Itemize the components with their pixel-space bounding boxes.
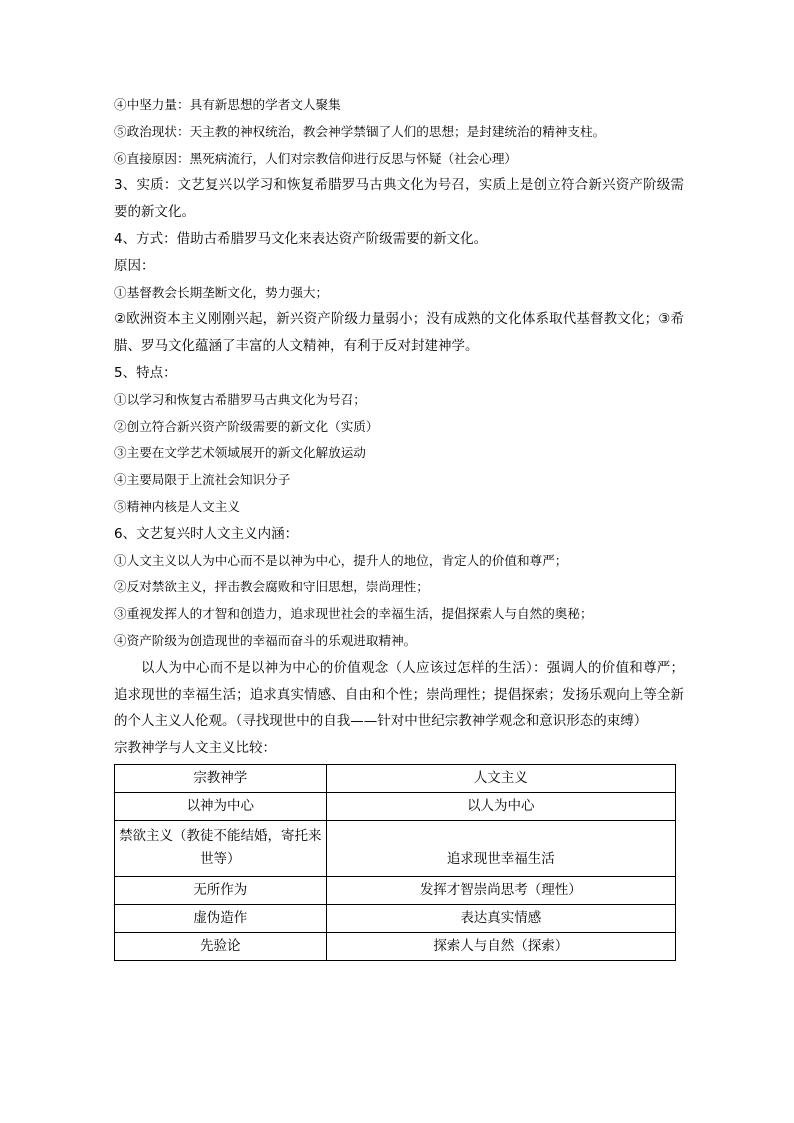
humanism-title: 6、文艺复兴时人文主义内涵： [114,525,299,542]
feature-item-5: ⑤精神内核是人文主义 [114,498,240,514]
feature-item-1: ①以学习和恢复古希腊罗马古典文化为号召； [114,391,366,407]
table-row [115,820,676,876]
humanism-item-2: ②反对禁欲主义，抨击教会腐败和守旧思想，崇尚理性； [114,579,429,595]
table-row [115,876,676,904]
table-row [115,904,676,932]
table-header-cell: 宗教神学 [115,764,327,792]
table-cell: 以神为中心 [115,792,327,820]
feature-item-4: ④主要局限于上流社会知识分子 [114,472,291,488]
humanism-item-4: ④资产阶级为创造现世的幸福而奋斗的乐观进取精神。 [114,632,417,648]
method-line: 4、方式：借助古希腊罗马文化来表达资产阶级需要的新文化。 [114,230,488,247]
feature-item-3: ③主要在文学艺术领域展开的新文化解放运动 [114,445,366,461]
table-cell: 表达真实情感 [326,904,675,932]
comparison-table [114,764,676,961]
table-cell: 以人为中心 [326,792,675,820]
table-cell: 无所作为 [115,876,327,904]
text-line-core-force: ④中坚力量：具有新思想的学者文人聚集 [114,97,341,112]
table-cell: 虚伪造作 [115,904,327,932]
reason-item-2: ②欧洲资本主义刚刚兴起，新兴资产阶级力量弱小；没有成熟的文化体系取代基督教文化；③希腊、罗马文化蕴涵了丰富的人文精神，有利于反对封建神学。 [114,311,684,355]
table-header-row [115,764,676,792]
feature-item-2: ②创立符合新兴资产阶级需要的新文化（实质） [114,418,379,434]
summary-paragraph: 以人为中心而不是以神为中心的价值观念（人应该过怎样的生活）：强调人的价值和尊严；追求现世的幸福生活；追求真实情感、自由和个性；崇尚理性；提倡探索；发扬乐观向上等全新的个人主义人伦观。（寻找现世中的自我——针对中世纪宗教神学观念和意识形态的束缚） [114,659,684,730]
table-header-cell: 人文主义 [326,764,675,792]
humanism-item-1: ①人文主义以人为中心而不是以神为中心，提升人的地位，肯定人的价值和尊严； [114,552,568,568]
document-page [114,92,684,961]
text-line-political-status: ⑤政治现状：天主教的神权统治，教会神学禁锢了人们的思想；是封建统治的精神支柱。 [114,123,606,139]
compare-title: 宗教神学与人文主义比较： [114,740,276,757]
table-cell: 探索人与自然（探索） [326,932,675,960]
features-title: 5、特点： [114,364,177,381]
table-cell: 禁欲主义（教徒不能结婚，寄托来世等） [115,820,327,876]
table-cell: 发挥才智崇尚思考（理性） [326,876,675,904]
table-row [115,932,676,960]
reason-title: 原因： [114,257,155,274]
essence-paragraph: 3、实质：文艺复兴以学习和恢复希腊罗马古典文化为号召，实质上是创立符合新兴资产阶级需要的新文化。 [114,177,684,221]
humanism-item-3: ③重视发挥人的才智和创造力，追求现世社会的幸福生活，提倡探索人与自然的奥秘； [114,606,593,622]
table-cell: 先验论 [115,932,327,960]
table-cell: 追求现世幸福生活 [326,820,675,876]
text-line-direct-cause: ⑥直接原因：黑死病流行，人们对宗教信仰进行反思与怀疑（社会心理） [114,150,517,166]
table-row [115,792,676,820]
reason-item-1: ①基督教会长期垄断文化，势力强大； [114,284,329,300]
